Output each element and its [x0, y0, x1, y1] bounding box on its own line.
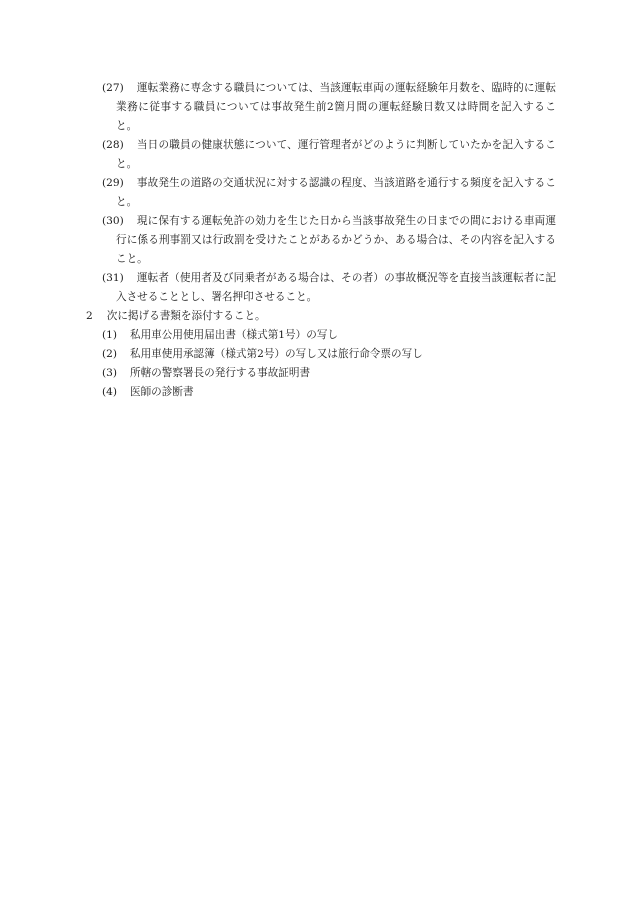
item-number: (3) [102, 367, 118, 379]
item-number: (27) [102, 82, 124, 94]
section-number: 2 [86, 310, 93, 322]
item-text: 私用車公用使用届出書（様式第1号）の写し [130, 329, 339, 341]
item-number: (31) [102, 272, 124, 284]
item-number: (4) [102, 386, 118, 398]
attachment-item-2 [86, 345, 556, 364]
item-text: 運転者（使用者及び同乗者がある場合は、その者）の事故概況等を直接当該運転者に記入させることとし、署名押印させること。 [116, 272, 556, 303]
section-text: 次に掲げる書類を添付すること。 [106, 310, 266, 322]
item-number: (28) [102, 139, 124, 151]
list-item-29 [86, 174, 556, 212]
item-text: 事故発生の道路の交通状況に対する認識の程度、当該道路を通行する頻度を記入すること。 [116, 177, 556, 208]
item-text: 当日の職員の健康状態について、運行管理者がどのように判断していたかを記入すること。 [116, 139, 556, 170]
attachment-item-1 [86, 326, 556, 345]
item-text: 医師の診断書 [130, 386, 194, 398]
item-number: (30) [102, 215, 124, 227]
item-text: 所轄の警察署長の発行する事故証明書 [130, 367, 311, 379]
item-text: 運転業務に専念する職員については、当該運転車両の運転経験年月数を、臨時的に運転業務に従事する職員については事故発生前2箇月間の運転経験日数又は時間を記入すること。 [116, 82, 556, 132]
item-number: (29) [102, 177, 124, 189]
instructions-block [86, 79, 556, 402]
list-item-31 [86, 269, 556, 307]
section-2-heading [86, 307, 556, 326]
attachment-item-4 [86, 383, 556, 402]
list-item-28 [86, 136, 556, 174]
item-text: 私用車使用承認簿（様式第2号）の写し又は旅行命令票の写し [130, 348, 423, 360]
item-number: (2) [102, 348, 118, 360]
attachment-item-3 [86, 364, 556, 383]
item-number: (1) [102, 329, 118, 341]
list-item-30 [86, 212, 556, 269]
list-item-27 [86, 79, 556, 136]
item-text: 現に保有する運転免許の効力を生じた日から当該事故発生の日までの間における車両運行に係る刑事罰又は行政罰を受けたことがあるかどうか、ある場合は、その内容を記入すること。 [116, 215, 556, 265]
